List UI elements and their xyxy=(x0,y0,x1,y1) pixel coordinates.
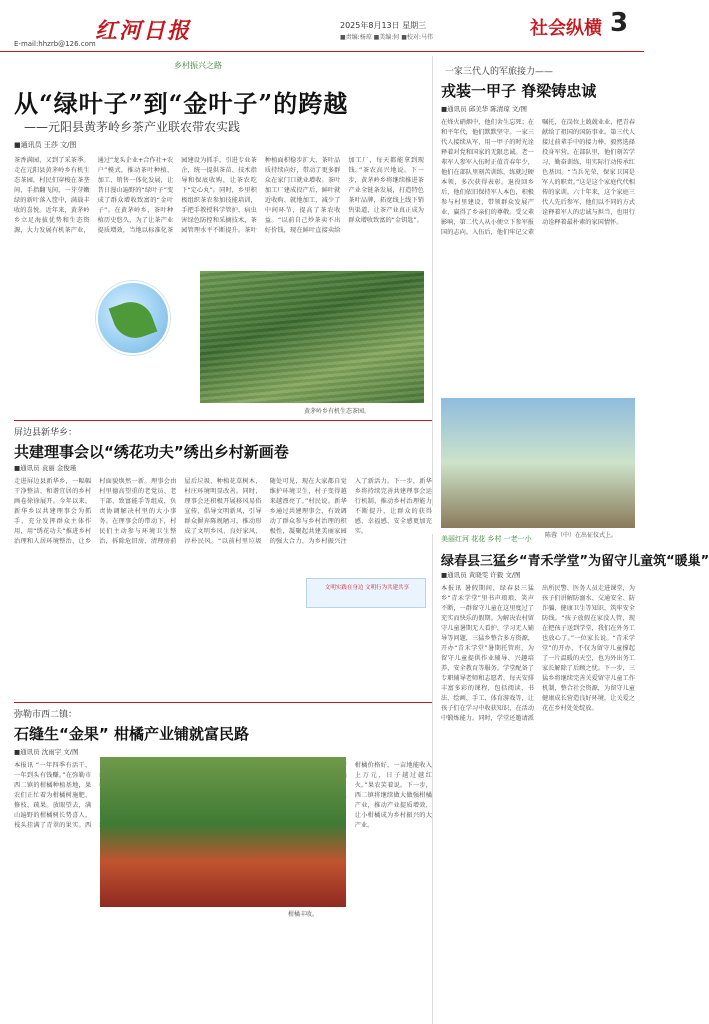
children-body: 本报讯 暑假期间，绿春县三猛乡“青禾学堂”里书声琅琅、笑声不断，一群留守儿童在这里度过了充实而快乐的假期。为解决农村留守儿童暑期无人看护、学习无人辅导等问题，三猛乡整合多方资源，开办“青禾学堂”暑期托管班，为留守儿童提供作业辅导、兴趣培养、安全教育等服务。学堂配备了专职辅导老师和志愿者，每天安排丰富多彩的课程，包括阅读、书法、绘画、手工、体育游戏等，让孩子们在学习中收获知识、在活动中锻炼能力。同时，学堂还邀请派出所民警、医务人员走进课堂，为孩子们讲解防溺水、交通安全、防诈骗、健康卫生等知识，筑牢安全防线。“孩子放假在家没人管，现在把孩子送到学堂，我们在外务工也放心了。”一位家长说。“青禾学堂”的开办，不仅为留守儿童撑起了一片温暖的天空，也为外出务工家长解除了后顾之忧。下一步，三猛乡将继续完善关爱留守儿童工作机制，整合社会资源，为留守儿童健康成长营造良好环境，让关爱之花在乡村处处绽放。 xyxy=(441,585,635,722)
citrus-headline: 石缝生“金果” 柑橘产业铺就富民路 xyxy=(14,725,249,743)
children-article xyxy=(432,534,709,1024)
citrus-byline: ■通讯员 沈雨宇 文/图 xyxy=(14,748,79,756)
family-photo-caption: 陈蓉（中）在出征仪式上。 xyxy=(545,532,618,539)
family-photo xyxy=(441,398,635,528)
citrus-photo-caption: 柑橘丰收。 xyxy=(288,911,319,918)
civility-promo-text: 文明实践在身边 文明行为共建共享 xyxy=(324,585,410,591)
army-body: 在烽火硝烟中，他们舍生忘死；在和平年代，他们默默坚守。一家三代人接续从军，用一甲子的时光诠释着对党和国家的无限忠诚。老一辈军人参军入伍时正值青春年少，他们在部队里刻苦训练，练就过硬本领，多次获得表彰。退役回乡后，他们依旧保持军人本色，积极参与村里建设，带领群众发展产业，赢得了乡亲们的尊敬。受父辈影响，第二代人从小便立下参军报国的志向。入伍后，他们牢记父辈嘱托，在岗位上兢兢业业，把青春献给了祖国的国防事业。第三代人接过前辈手中的接力棒，毅然选择投身军营。在部队里，他们刻苦学习、勤奋训练，用实际行动传承红色基因。“当兵光荣，保家卫国是军人的职责。”这是这个家庭代代相传的家训。六十年来，这个家庭三代人先后参军，他们以不同的方式诠释着军人的忠诚与担当，也用行动诠释着最朴素的家国情怀。 xyxy=(441,119,635,236)
council-byline: ■通讯员 袁丽 金俊瑾 xyxy=(14,464,77,472)
citrus-harvest-photo xyxy=(100,757,346,907)
children-headline: 绿春县三猛乡“青禾学堂”为留守儿童筑“暖巢” xyxy=(441,554,709,569)
council-headline: 共建理事会以“绣花功夫”绣出乡村新画卷 xyxy=(14,443,289,461)
council-article xyxy=(14,420,432,670)
masthead xyxy=(0,0,644,52)
civility-promo-box xyxy=(306,578,426,608)
issue-date: 2025年8月13日 星期三 xyxy=(340,21,427,30)
newspaper-logo: 红河日报 xyxy=(95,18,192,44)
citrus-kicker: 弥勒市西二镇： xyxy=(14,710,78,720)
army-byline: ■通讯员 邱美华 陈清琼 文/图 xyxy=(441,105,528,113)
page-number: 3 xyxy=(609,8,629,38)
section-title: 社会纵横 xyxy=(530,18,602,39)
tea-photo-caption: 黄茅岭乡有机生态茶园。 xyxy=(304,408,371,415)
council-body: 走进屏边县新华乡，一幅幅干净整洁、和谐宜居的乡村画卷徐徐展开。今年以来，新华乡以共建理事会为抓手，充分发挥群众主体作用，用“绣花功夫”推进乡村治理和人居环境整治，让乡村面貌焕然一新。理事会由村里德高望重的老党员、老干部、致富能手等组成，负责协调解决村里的大小事务。在理事会的带动下，村民们主动参与环境卫生整治，拆除危旧房、清理房前屋后垃圾、种植花草树木，村庄环境明显改善。同时，理事会还积极开展移风易俗宣传，倡导文明新风，引导群众摒弃陈规陋习，推动形成了文明乡风、良好家风、淳朴民风。“以前村里垃圾随处可见，现在大家都自觉维护环境卫生，村子变得越来越漂亮了。”村民说。新华乡通过共建理事会，有效调动了群众参与乡村治理的积极性，凝聚起共建美丽家园的强大合力，为乡村振兴注入了新活力。下一步，新华乡将持续完善共建理事会运行机制，推动乡村治理能力不断提升，让群众的获得感、幸福感、安全感更加充实。 xyxy=(14,478,432,545)
lead-byline: ■通讯员 王莎 文/图 xyxy=(14,141,77,149)
children-column-tag: 美丽红河 花花 乡村 一老一小 xyxy=(441,535,532,543)
army-headline: 戎装一甲子 脊梁铸忠诚 xyxy=(441,82,597,100)
council-kicker: 屏边县新华乡： xyxy=(14,428,78,438)
masthead-email: E-mail:hhzrb@126.com xyxy=(14,40,96,48)
army-kicker: 一家三代人的军旅接力—— xyxy=(445,67,554,77)
lead-headline: 从“绿叶子”到“金叶子”的跨越 xyxy=(14,89,349,118)
tea-garden-rows xyxy=(200,271,424,403)
lead-body: 茶香满园，又到了采茶季。走在元阳县黄茅岭乡有机生态茶园，村民们穿梭在茶垄间，手指翻飞间，一芽芽嫩绿的新叶落入筐中，满载丰收的喜悦。近年来，黄茅岭乡立足海拔优势和生态资源，大力发展有机茶产业，通过“龙头企业+合作社+农户”模式，推动茶叶种植、加工、销售一体化发展，让昔日漫山遍野的“绿叶子”变成了群众增收致富的“金叶子”。在黄茅岭乡，茶叶种植历史悠久，为了让茶产业提质增效，当地以标准化茶园建设为抓手，引进专业茶企，统一提供茶苗、技术指导和保底收购，让茶农吃下“定心丸”。同时，乡里积极组织茶农参加技能培训，手把手教授科学管护、病虫害绿色防控和采摘技术，茶园管理水平不断提升。茶叶种植面积稳步扩大，茶叶品质持续向好，带动了更多群众在家门口就业增收。茶叶加工厂建成投产后，鲜叶就近收购、就地加工，减少了中间环节，提高了茶农收益。“以前自己炒茶卖不出好价钱，现在鲜叶直接卖给加工厂，每天都能拿到现钱。”茶农高兴地说。下一步，黄茅岭乡将继续推进茶产业全链条发展，打造特色茶叶品牌，拓宽线上线下销售渠道，让茶产业真正成为群众增收致富的“金钥匙”。 xyxy=(14,157,424,234)
staff-credits: ■责编:杨琼 ■美编:何 ■校对:马伟 xyxy=(340,34,433,41)
citrus-body: 本报讯 “一年四季有活干，一年到头有钱赚。”在弥勒市西二镇的柑橘种植基地，果农们正忙着为柑橘树施肥、修枝、疏果。放眼望去，满山遍野的柑橘树长势喜人，枝头挂满了青翠的果实。西 柑橘价格好，一亩地能收入上万元，日子越过越红火。”果农笑着说。下一步，西二镇将继续做大做强柑橘产业，推动产业提质增效，让小柑橘成为乡村振兴的大产业。 xyxy=(14,762,432,829)
children-byline: ■通讯员 黄晓雯 许毅 文/图 xyxy=(441,571,521,579)
citrus-article xyxy=(14,702,432,1024)
lead-subheadline: ——元阳县黄茅岭乡茶产业联农带农实践 xyxy=(24,120,241,134)
lead-article xyxy=(14,56,424,416)
column-tag: 乡村振兴之路 xyxy=(174,61,222,70)
